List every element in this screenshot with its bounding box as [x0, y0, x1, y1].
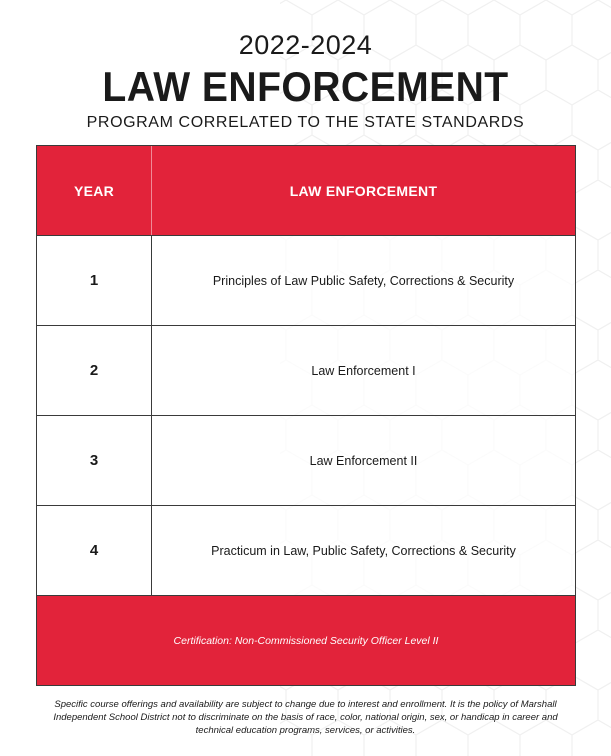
- column-header-year: YEAR: [37, 146, 152, 235]
- program-table: [36, 145, 576, 686]
- page-subtitle: PROGRAM CORRELATED TO THE STATE STANDARDS: [86, 114, 525, 131]
- course-cell: Law Enforcement I: [311, 363, 416, 378]
- year-cell: 2: [37, 326, 152, 415]
- year-cell: 4: [37, 506, 152, 595]
- column-header-program: LAW ENFORCEMENT: [289, 182, 438, 199]
- table-row: [37, 506, 575, 596]
- year-cell: 3: [37, 416, 152, 505]
- table-row: [37, 416, 575, 506]
- year-range: 2022-2024: [238, 30, 373, 60]
- course-cell: Principles of Law Public Safety, Corrections & Security: [212, 273, 515, 288]
- course-cell: Practicum in Law, Public Safety, Corrections & Security: [211, 543, 516, 558]
- footnote-disclaimer: Specific course offerings and availability are subject to change due to interest and enrollment. It is the policy of Marshall Independent School District not to discriminate on the basis of race, color, national origin, sex, or handicap in career and technical education programs, services, or activities.: [53, 699, 558, 736]
- year-cell: 1: [37, 236, 152, 325]
- certification-row: [37, 596, 575, 685]
- table-row: [37, 236, 575, 326]
- table-row: [37, 326, 575, 416]
- course-cell: Law Enforcement II: [309, 453, 418, 468]
- table-header-row: [37, 146, 575, 236]
- page-title: LAW ENFORCEMENT: [102, 63, 509, 110]
- certification-text: Certification: Non-Commissioned Security Officer Level II: [173, 634, 439, 647]
